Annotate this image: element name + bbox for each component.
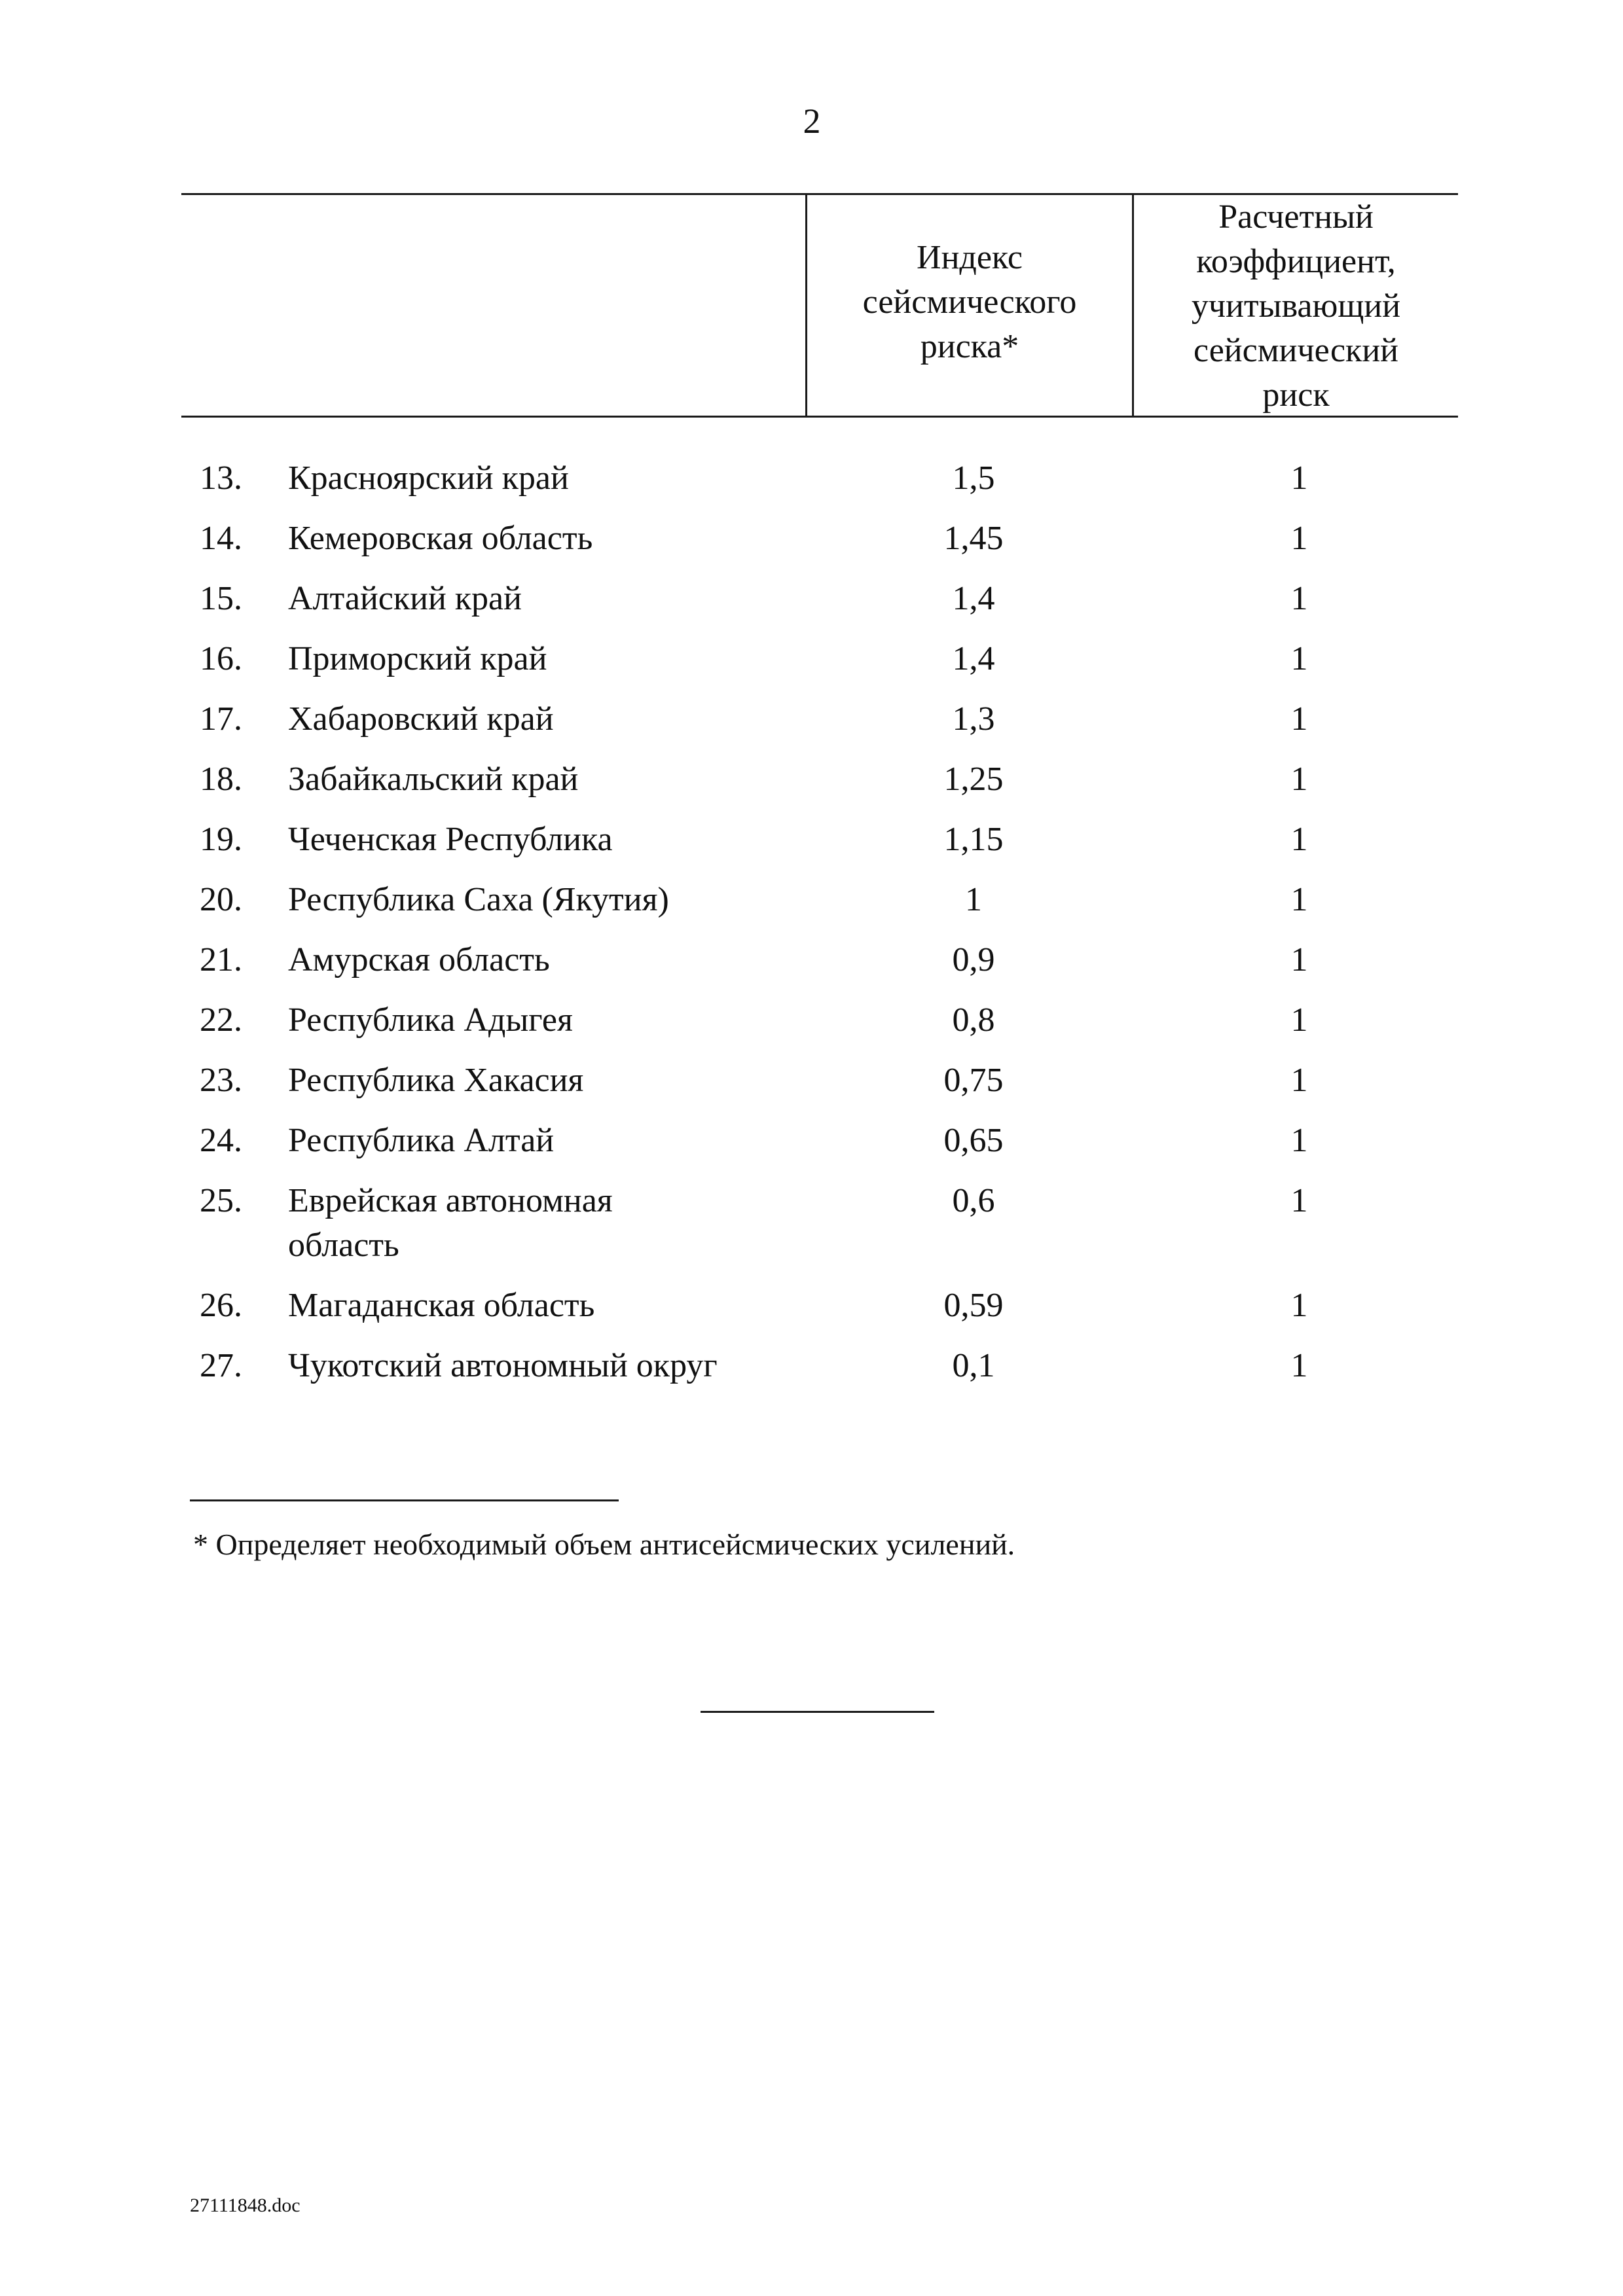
coefficient-value: 1 — [1290, 1182, 1308, 1219]
seismic-index-value: 0,59 — [943, 1287, 1004, 1324]
region-name: Чеченская Республика — [288, 821, 613, 858]
table-header — [181, 193, 1458, 418]
footnote: * Определяет необходимый объем антисейсмических усилений. — [193, 1528, 1015, 1561]
coefficient-value: 1 — [1290, 821, 1308, 858]
row-number: 22. — [200, 1001, 242, 1039]
end-of-document-rule — [701, 1711, 934, 1713]
region-name: Чукотский автономный округ — [288, 1347, 718, 1384]
row-number: 20. — [200, 881, 242, 918]
row-number: 24. — [200, 1122, 242, 1159]
region-name: Республика Адыгея — [288, 1001, 573, 1039]
region-name: Республика Саха (Якутия) — [288, 881, 669, 918]
seismic-index-value: 1,3 — [952, 700, 995, 738]
seismic-index-value: 1,25 — [943, 761, 1004, 798]
coefficient-value: 1 — [1290, 520, 1308, 557]
coefficient-value: 1 — [1290, 700, 1308, 738]
seismic-index-value: 0,6 — [952, 1182, 995, 1219]
header-line: Индекс — [917, 239, 1023, 276]
region-name: Республика Алтай — [288, 1122, 555, 1159]
footnote-separator — [190, 1499, 619, 1501]
coefficient-value: 1 — [1290, 580, 1308, 617]
row-number: 26. — [200, 1287, 242, 1324]
region-name: Забайкальский край — [288, 761, 579, 798]
coefficient-value: 1 — [1290, 1287, 1308, 1324]
region-name-line: область — [288, 1227, 399, 1264]
coefficient-value: 1 — [1290, 1062, 1308, 1099]
coefficient-value: 1 — [1290, 1347, 1308, 1384]
document-id: 27111848.doc — [190, 2195, 301, 2216]
seismic-index-value: 1,4 — [952, 580, 995, 617]
seismic-index-value: 1,4 — [952, 640, 995, 677]
row-number: 27. — [200, 1347, 242, 1384]
seismic-index-value: 0,1 — [952, 1347, 995, 1384]
coefficient-value: 1 — [1290, 1001, 1308, 1039]
header-calculated-coefficient — [1134, 195, 1458, 418]
region-name: Алтайский край — [288, 580, 522, 617]
seismic-index-value: 0,75 — [943, 1062, 1004, 1099]
header-line: учитывающий — [1191, 287, 1401, 325]
row-number: 13. — [200, 459, 242, 497]
coefficient-value: 1 — [1290, 881, 1308, 918]
page-number: 2 — [803, 101, 821, 141]
header-line: сейсмического — [862, 283, 1077, 321]
region-name-line: Еврейская автономная — [288, 1182, 613, 1219]
region-name: Хабаровский край — [288, 700, 554, 738]
seismic-index-value: 0,8 — [952, 1001, 995, 1039]
row-number: 19. — [200, 821, 242, 858]
seismic-index-value: 1 — [965, 881, 982, 918]
seismic-index-value: 1,5 — [952, 459, 995, 497]
header-line: коэффициент, — [1196, 243, 1396, 280]
row-number: 15. — [200, 580, 242, 617]
row-number: 25. — [200, 1182, 242, 1219]
header-line: риск — [1262, 376, 1330, 414]
coefficient-value: 1 — [1290, 761, 1308, 798]
row-number: 16. — [200, 640, 242, 677]
row-number: 21. — [200, 941, 242, 978]
region-name: Красноярский край — [288, 459, 569, 497]
header-line: риска* — [920, 328, 1019, 365]
header-line: Расчетный — [1218, 198, 1374, 236]
region-name: Амурская область — [288, 941, 550, 978]
coefficient-value: 1 — [1290, 459, 1308, 497]
row-number: 17. — [200, 700, 242, 738]
row-number: 23. — [200, 1062, 242, 1099]
seismic-index-value: 1,15 — [943, 821, 1004, 858]
coefficient-value: 1 — [1290, 941, 1308, 978]
region-name — [288, 1179, 799, 1268]
seismic-index-value: 1,45 — [943, 520, 1004, 557]
region-name: Приморский край — [288, 640, 547, 677]
region-name: Республика Хакасия — [288, 1062, 584, 1099]
header-line: сейсмический — [1194, 332, 1398, 369]
seismic-index-value: 0,9 — [952, 941, 995, 978]
header-seismic-risk-index — [807, 236, 1132, 369]
region-name: Магаданская область — [288, 1287, 595, 1324]
row-number: 14. — [200, 520, 242, 557]
seismic-index-value: 0,65 — [943, 1122, 1004, 1159]
coefficient-value: 1 — [1290, 1122, 1308, 1159]
coefficient-value: 1 — [1290, 640, 1308, 677]
region-name: Кемеровская область — [288, 520, 593, 557]
row-number: 18. — [200, 761, 242, 798]
